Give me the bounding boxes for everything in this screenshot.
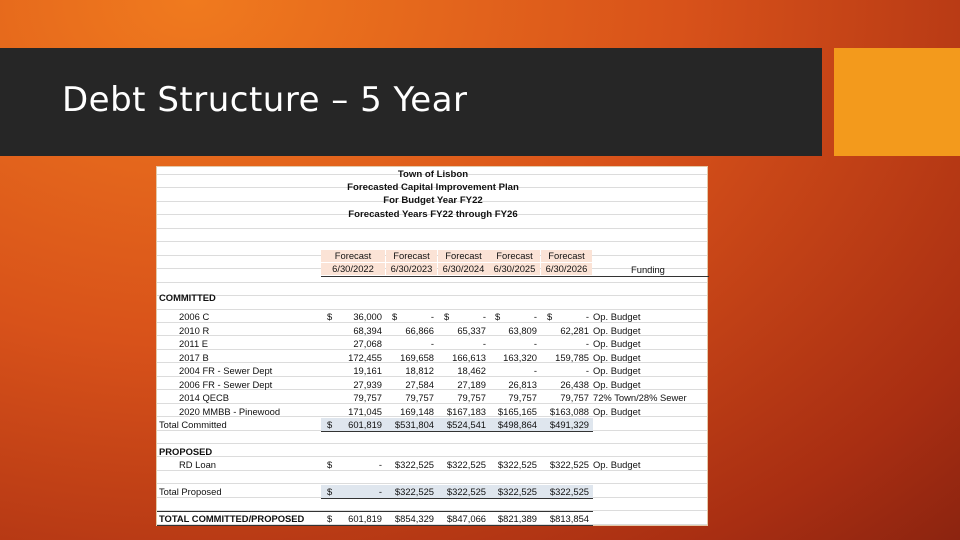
row-name: 2010 R [179, 324, 210, 336]
value-cell: 169,658 [400, 351, 434, 363]
value-cell: - [585, 338, 589, 349]
value-cell: $821,389 [497, 513, 537, 524]
funding-header: Funding [631, 264, 665, 275]
value-cell: $498,864 [497, 419, 537, 430]
forecast-col-top-1: Forecast [321, 250, 385, 262]
value-cell: $491,329 [549, 419, 589, 430]
value-cell: $854,329 [394, 513, 434, 524]
forecast-col-top-5: Forecast [541, 250, 592, 262]
value-cell: - [533, 365, 537, 376]
currency-symbol: $ [327, 513, 333, 524]
grand-total-underline [157, 525, 593, 526]
sheet-header-4: Forecasted Years FY22 through FY26 [348, 209, 518, 220]
grid-line [157, 228, 707, 229]
value-cell: $167,183 [446, 405, 486, 417]
committed-label: COMMITTED [159, 292, 216, 303]
value-cell: 18,812 [405, 365, 434, 376]
value-cell: 159,785 [555, 351, 589, 363]
currency-symbol: $ [327, 311, 333, 322]
currency-symbol: $ [327, 419, 333, 430]
forecast-col-date-4: 6/30/2025 [489, 263, 540, 275]
forecast-col-date-2: 6/30/2023 [386, 263, 437, 275]
value-cell: 163,320 [503, 351, 537, 363]
value-cell: $813,854 [549, 513, 589, 524]
value-cell: 79,757 [405, 392, 434, 403]
sheet-header-1: Town of Lisbon [397, 169, 469, 180]
total-committed-underline [321, 431, 593, 432]
value-cell: - [585, 365, 589, 376]
currency-symbol: $ [327, 486, 333, 497]
forecast-col-top-4: Forecast [489, 250, 540, 262]
currency-symbol: $ [392, 311, 398, 322]
sheet-header-2: Forecasted Capital Improvement Plan [347, 182, 519, 193]
value-cell: $165,165 [497, 405, 537, 417]
value-cell: - [533, 311, 537, 322]
forecast-col-date-3: 6/30/2024 [438, 263, 489, 275]
value-cell: 26,438 [560, 378, 589, 390]
row-name: 2014 QECB [179, 392, 230, 403]
row-name: RD Loan [179, 459, 217, 470]
funding-cell: Op. Budget [593, 311, 641, 322]
value-cell: 169,148 [400, 405, 434, 417]
currency-symbol: $ [327, 459, 333, 470]
value-cell: $524,541 [446, 419, 486, 430]
row-name: 2020 MMBB - Pinewood [179, 405, 281, 417]
funding-cell: Op. Budget [593, 324, 641, 336]
currency-symbol: $ [495, 311, 501, 322]
row-name: 2006 FR - Sewer Dept [179, 378, 273, 390]
funding-cell: Op. Budget [593, 459, 641, 470]
value-cell: 79,757 [560, 392, 589, 403]
value-cell: $322,525 [497, 459, 537, 470]
value-cell: 27,939 [353, 378, 382, 390]
funding-cell: Op. Budget [593, 405, 641, 417]
value-cell: 166,613 [452, 351, 486, 363]
forecast-col-date-1: 6/30/2022 [321, 263, 385, 275]
grid-line [157, 241, 707, 242]
sheet-header-3: For Budget Year FY22 [383, 195, 483, 206]
value-cell: 63,809 [508, 324, 537, 336]
spreadsheet-image [156, 166, 708, 526]
value-cell: $847,066 [446, 513, 486, 524]
value-cell: $322,525 [497, 486, 537, 497]
total-proposed-underline [321, 498, 593, 499]
value-cell: 601,819 [348, 513, 382, 524]
accent-box [834, 48, 960, 156]
value-cell: - [482, 311, 486, 322]
currency-symbol: $ [444, 311, 450, 322]
value-cell: 26,813 [508, 378, 537, 390]
total-proposed-label: Total Proposed [159, 486, 222, 497]
value-cell: - [430, 311, 434, 322]
value-cell: $531,804 [394, 419, 434, 430]
grid-line [157, 282, 707, 283]
value-cell: 79,757 [508, 392, 537, 403]
value-cell: 68,394 [353, 324, 382, 336]
grand-total-label: TOTAL COMMITTED/PROPOSED [159, 513, 305, 524]
currency-symbol: $ [547, 311, 553, 322]
value-cell: $322,525 [549, 486, 589, 497]
grid-line [157, 295, 707, 296]
row-name: 2011 E [179, 338, 209, 349]
value-cell: 27,584 [405, 378, 434, 390]
forecast-col-top-3: Forecast [438, 250, 489, 262]
row-name: 2006 C [179, 311, 210, 322]
value-cell: 27,189 [457, 378, 486, 390]
value-cell: 66,866 [405, 324, 434, 336]
value-cell: 601,819 [348, 419, 382, 430]
value-cell: - [533, 338, 537, 349]
header-underline [321, 276, 709, 277]
value-cell: 19,161 [353, 365, 382, 376]
value-cell: $322,525 [394, 459, 434, 470]
value-cell: 18,462 [457, 365, 486, 376]
proposed-label: PROPOSED [159, 446, 213, 457]
value-cell: $322,525 [446, 459, 486, 470]
funding-cell: Op. Budget [593, 365, 641, 376]
value-cell: - [378, 486, 382, 497]
value-cell: - [482, 338, 486, 349]
funding-cell: 72% Town/28% Sewer [593, 392, 687, 403]
funding-cell: Op. Budget [593, 351, 641, 363]
value-cell: $322,525 [549, 459, 589, 470]
value-cell: 65,337 [457, 324, 486, 336]
value-cell: $163,088 [549, 405, 589, 417]
funding-cell: Op. Budget [593, 378, 641, 390]
value-cell: $322,525 [446, 486, 486, 497]
value-cell: 79,757 [457, 392, 486, 403]
funding-cell: Op. Budget [593, 338, 641, 349]
value-cell: 27,068 [353, 338, 382, 349]
value-cell: 36,000 [353, 311, 382, 322]
forecast-col-top-2: Forecast [386, 250, 437, 262]
value-cell: - [585, 311, 589, 322]
forecast-col-date-5: 6/30/2026 [541, 263, 592, 275]
slide-title: Debt Structure – 5 Year [62, 80, 468, 120]
value-cell: - [430, 338, 434, 349]
value-cell: 62,281 [560, 324, 589, 336]
value-cell: $322,525 [394, 486, 434, 497]
total-committed-label: Total Committed [159, 419, 227, 430]
value-cell: 171,045 [348, 405, 382, 417]
value-cell: 172,455 [348, 351, 382, 363]
grid-line [157, 443, 707, 444]
row-name: 2017 B [179, 351, 209, 363]
value-cell: 79,757 [353, 392, 382, 403]
row-name: 2004 FR - Sewer Dept [179, 365, 273, 376]
value-cell: - [378, 459, 382, 470]
